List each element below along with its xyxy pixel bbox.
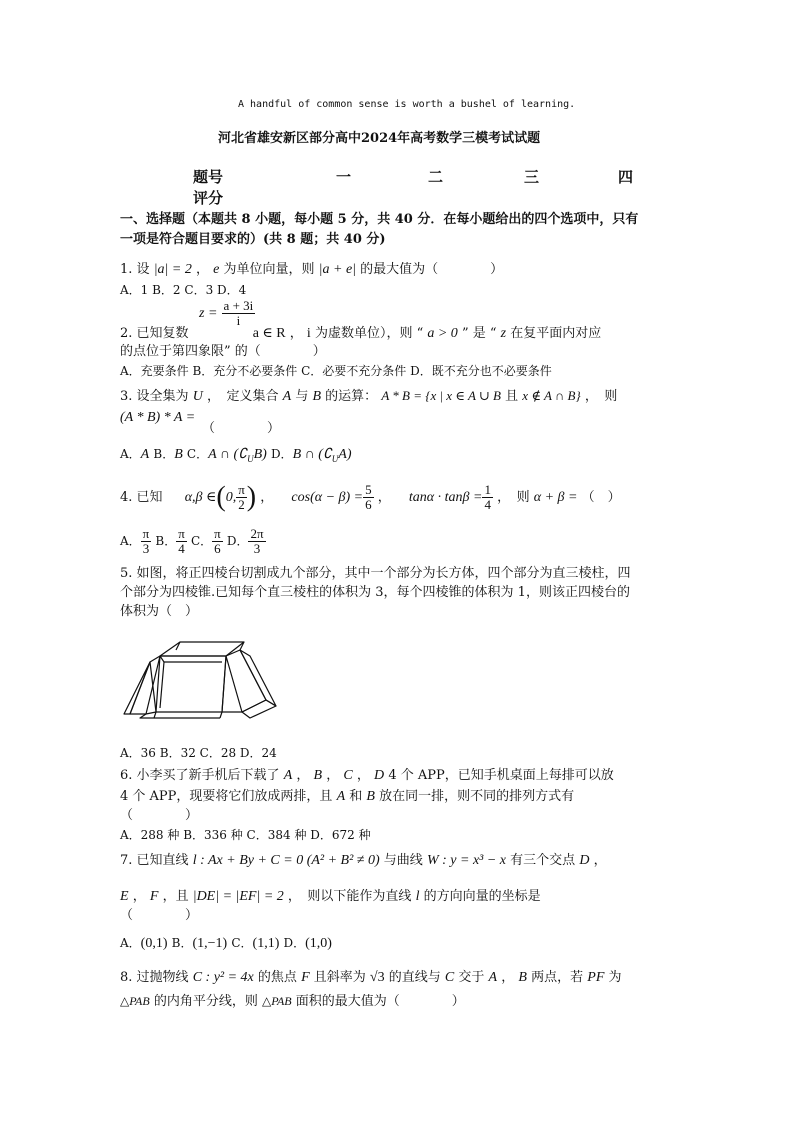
q2-z-den: i [236,313,241,328]
q3-t4: 且 [505,389,519,404]
q3-optD-sub: U [331,453,339,464]
q1-cond: |a| = 2 [153,262,192,277]
q3-optD-b: A) [338,447,352,462]
q7-t1: 与曲线 [383,853,423,868]
q4-five-six [363,483,374,512]
q7-optA: (0,1) [140,936,168,951]
q4-optA [141,527,152,556]
frustum-right-base [242,700,276,718]
q7-t3: ， [593,853,607,868]
frustum-box-edge [160,656,164,662]
q7-t2: 有三个交点 [510,853,576,868]
q6-A: A [283,768,293,783]
q7-optA-label: A． [120,936,141,950]
q4-optC-d: 6 [214,541,221,556]
score-col-1: 一 [336,168,352,186]
q3-t3: 的运算： [325,389,378,404]
q4-optD-label: D． [226,534,249,548]
q8-sqrt: √3 [369,970,385,985]
q7-line-eq: l : Ax + By + C = 0 (A² + B² ≠ 0) [192,853,380,868]
q3-def1: A * B = {x | x ∈ A ∪ B [381,388,501,403]
q6-line2c: 放在同一排，则不同的排列方式有 [379,789,575,804]
q4-pi: π [238,482,245,497]
q3-optC [208,447,267,462]
q7-optB: (1,−1) [192,936,228,951]
frustum-center-box [156,656,226,712]
frustum-left-base [140,712,156,718]
q4-optA-d: 3 [142,541,150,556]
q3-optD [293,447,352,462]
q4-two: 2 [238,497,245,512]
q8-C: C [444,970,455,985]
exam-title: 河北省雄安新区部分高中2024年高考数学三模考试试题 [218,131,541,146]
q6-line2b: 和 [349,789,363,804]
q4-four: 4 [484,497,491,512]
q4-optB [176,527,187,556]
q6-options: A．288 种 B．336 种 C．384 种 D．672 种 [120,828,371,842]
q7-optD-label: D． [283,936,306,950]
q3-t1: ， 定义集合 [206,389,279,404]
q3-expr: (A * B) * A = [120,410,196,425]
q4-five: 5 [365,482,372,497]
q8-t3: 的直线与 [388,970,441,985]
q3-t2: 与 [295,389,309,404]
q5-options: A．36 B．32 C．28 D．24 [120,746,277,760]
q3-optC-b: B) [253,447,267,462]
q4-cond1-a: 0, [225,490,237,505]
q7-E: E [120,889,129,904]
score-col-2: 二 [428,168,444,186]
q4-optB-d: 4 [178,541,185,556]
score-col-4: 四 [618,168,634,186]
section-heading-line1: 一、选择题（本题共 8 小题，每小题 5 分，共 40 分．在每小题给出的四个选项中，只有 [120,212,639,227]
q4-optC-label: C． [190,534,213,548]
score-col-3: 三 [524,168,540,186]
q4-cos: cos(α − β) = [291,490,364,505]
motto: A handful of common sense is worth a bushel of learning. [238,99,576,110]
q3-paren: （ ） [202,421,281,436]
q4-t3: ， 则 [497,490,530,505]
q8-num: 8. 过抛物线 [120,970,189,985]
q2-num: 2. 已知复数 [120,326,189,341]
q6-t2: ， [326,768,340,783]
q6-line2a: 4 个 APP，现要将它们放成两排，且 [120,789,333,804]
q8-tri2: △PAB [261,994,292,1008]
q2-ineq: a > 0 [427,326,458,341]
q7-D: D [579,853,590,868]
q7-optD: (1,0) [305,936,332,951]
q7-t5: ，且 [162,889,189,904]
frustum-left-inner [150,662,156,712]
q7-optC-label: C． [231,936,253,950]
section-heading-line2: 一项是符合题目要求的）(共 8 题；共 40 分) [120,232,386,247]
q4-optA-label: A． [120,534,141,548]
frustum-right-corner [240,650,276,706]
q3-optC-label: C． [186,447,209,461]
q4-one-four [482,483,493,512]
q6-t1: ， [296,768,310,783]
q6-t3: ， [356,768,370,783]
q3-optB: B [174,447,183,462]
q8-line2: 的内角平分线，则 [153,994,258,1009]
q7-l: l [415,889,420,904]
q7-F: F [149,889,159,904]
q4-t2: ， [377,490,391,505]
q2-t1: ， [289,326,303,341]
q6-A2: A [336,789,346,804]
q8-A: A [488,970,498,985]
q8-parab: C : y² = 4x [192,970,254,985]
q2-z-lhs: z = [199,306,218,321]
q3-optD-a: B ∩ (∁ [292,447,332,462]
q2-t3: ” 是 “ [461,326,497,341]
q5-line2: 个部分为四棱锥.已知每个直三棱柱的体积为 3，每个四棱锥的体积为 1，则该正四棱台的 [120,585,630,600]
q2-zv: z [500,326,507,341]
q4-optA-n: π [142,526,150,541]
q6-t4: 4 个 APP，已知手机桌面上每排可以放 [388,768,614,783]
q1-t2: 为单位向量，则 [223,262,315,277]
q1-options: A．1 B．2 C．3 D．4 [120,283,247,297]
q2-t4: 在复平面内对应 [510,326,602,341]
q7-optC: (1,1) [252,936,280,951]
frustum-right-inner [222,656,226,712]
q7-paren: （ ） [120,908,199,923]
q3-optC-a: A ∩ (∁ [208,447,248,462]
q4-optD-n: 2π [250,526,264,541]
q1-expr: |a + e| [318,262,357,277]
q7-t7: 的方向向量的坐标是 [423,889,541,904]
q2-line2: 的点位于第四象限” 的（ ） [120,344,326,359]
q6-B: B [313,768,323,783]
q8-t4: 交于 [458,970,485,985]
q7-t4: ， [132,889,146,904]
q8-t5: ， [501,970,515,985]
q8-PF: PF [587,970,605,985]
q4-ab: α + β = [533,490,578,505]
q4-paren: （ ） [581,490,621,505]
q2-options: A．充要条件 B．充分不必要条件 C．必要不充分条件 D．既不充分也不必要条件 [120,364,552,378]
q7-optB-label: B． [171,936,193,950]
q2-cond: a ∈ R [252,326,286,341]
q8-t7: 为 [608,970,622,985]
frustum-figure [116,636,292,726]
q1-t3: 的最大值为（ ） [360,262,504,277]
score-col-head: 题号 [193,168,224,186]
q4-optC [212,527,223,556]
q8-t2: 且斜率为 [313,970,366,985]
q3-optA: A [140,447,150,462]
q4-num: 4. 已知 [120,490,163,505]
q3-t5: ， 则 [584,389,618,404]
q4-optD-d: 3 [253,541,261,556]
q3-def2: x ∉ A ∩ B} [522,388,581,403]
q4-t1: ， [260,490,274,505]
q6-B2: B [366,789,375,804]
q5-line1: 5. 如图，将正四棱台切割成九个部分，其中一个部分为长方体，四个部分为直三棱柱，四 [120,566,631,581]
q3-B: B [312,389,322,404]
q4-optB-label: B． [155,534,177,548]
q2-z-num: a + 3i [223,298,254,313]
q4-pi-half [236,483,247,512]
score-row-head: 评分 [193,189,224,207]
q8-tri1: △PAB [120,994,150,1008]
q1-num: 1. 设 [120,262,150,277]
q8-t6: 两点，若 [531,970,584,985]
q5-line3: 体积为（ ） [120,604,199,619]
frustum-left-sliver [124,662,150,714]
q4-cond1: α,β ∈ [184,490,217,505]
q4-lparen: ( [216,481,226,513]
q4-optD [248,527,265,556]
q3-optD-label: D． [270,447,293,461]
q6-D: D [374,768,385,783]
q3-U: U [192,389,203,404]
q2-t2: 为虚数单位），则 “ [314,326,424,341]
q3-optB-label: B． [153,447,175,461]
frustum-front-bottom [220,712,222,718]
q4-optC-n: π [214,526,221,541]
q3-num: 3. 设全集为 [120,389,189,404]
q8-F: F [301,970,310,985]
q8-line2b: 面积的最大值为（ ） [295,994,465,1009]
q6-C: C [343,768,353,783]
q7-t6: ， 则以下能作为直线 [287,889,412,904]
q8-t1: 的焦点 [257,970,297,985]
q6-paren: （ ） [120,808,199,823]
q7-cond: |DE| = |EF| = 2 [192,889,284,904]
q3-A: A [282,389,292,404]
q4-optB-n: π [178,526,185,541]
q2-z-frac [222,299,256,328]
q4-tan: tanα · tanβ = [408,490,483,505]
q2-i: i [306,326,311,341]
q4-one: 1 [484,482,491,497]
q3-optA-label: A． [120,447,141,461]
q4-rparen: ) [246,481,257,513]
q3-optC-sub: U [247,453,254,464]
q6-num: 6. 小李买了新手机后下载了 [120,768,280,783]
q1-evec: e [213,262,220,277]
q1-t1: ， [195,262,209,277]
frustum-box-left-edge [160,662,164,708]
q8-B: B [518,970,527,985]
q4-six: 6 [365,497,372,512]
q7-num: 7. 已知直线 [120,853,189,868]
q7-curve: W : y = x³ − x [426,853,507,868]
